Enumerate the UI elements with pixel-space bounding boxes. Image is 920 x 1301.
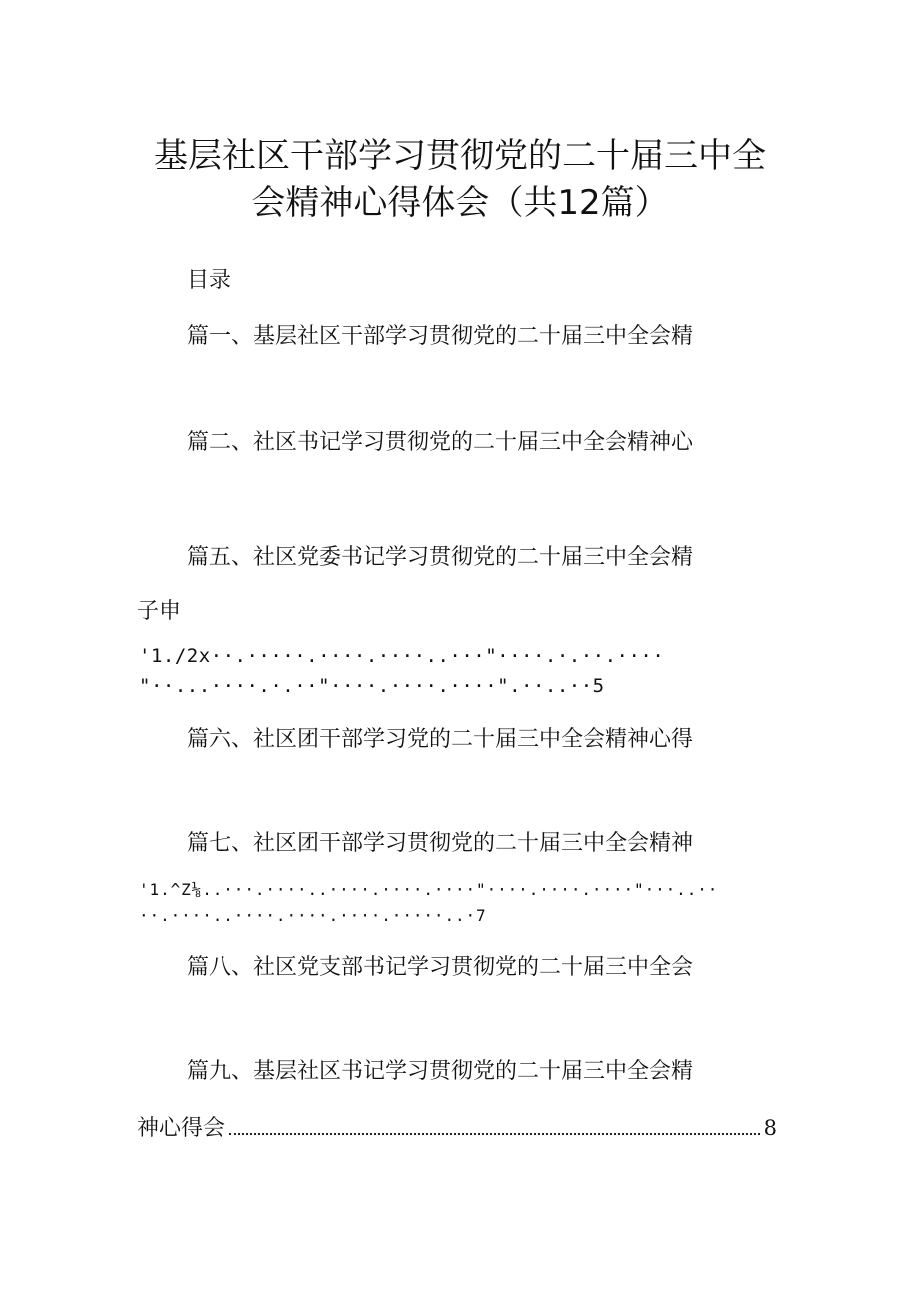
toc-entry-9-continuation [137, 1113, 777, 1144]
toc-garbled-line-3: '1.^Z⅛..···.····..····.····.····"····.····.····"···..·· [139, 880, 719, 899]
document-title-line-1: 基层社区干部学习贯彻党的二十届三中全 [154, 136, 766, 176]
toc-entry-9: 篇九、基层社区书记学习贯彻党的二十届三中全会精 [187, 1059, 694, 1084]
toc-page-number: 8 [763, 1116, 777, 1140]
toc-entry-1: 篇一、基层社区干部学习贯彻党的二十届三中全会精 [187, 324, 694, 349]
toc-entry-5-continuation: 子申 [137, 599, 182, 624]
toc-entry-5: 篇五、社区党委书记学习贯彻党的二十届三中全会精 [187, 545, 694, 570]
toc-entry-6: 篇六、社区团干部学习党的二十届三中全会精神心得 [187, 727, 694, 752]
toc-garbled-line-4: ··.····..····.····.····.·····..·7 [139, 906, 487, 925]
dot-leader [229, 1133, 760, 1135]
toc-garbled-line-1: '1./2x··.·····.····.····..···"····.·.··.···· [139, 645, 665, 667]
toc-entry-2: 篇二、社区书记学习贯彻党的二十届三中全会精神心 [187, 430, 694, 455]
toc-entry-9-tail-text: 神心得会 [137, 1116, 226, 1141]
toc-garbled-line-2: "··...····.·.··"····.····.····".··..··5 [139, 675, 605, 697]
toc-heading: 目录 [187, 268, 232, 293]
toc-entry-8: 篇八、社区党支部书记学习贯彻党的二十届三中全会 [187, 955, 694, 980]
document-title-line-2: 会精神心得体会（共12篇） [251, 183, 669, 223]
toc-entry-7: 篇七、社区团干部学习贯彻党的二十届三中全会精神 [187, 831, 694, 856]
